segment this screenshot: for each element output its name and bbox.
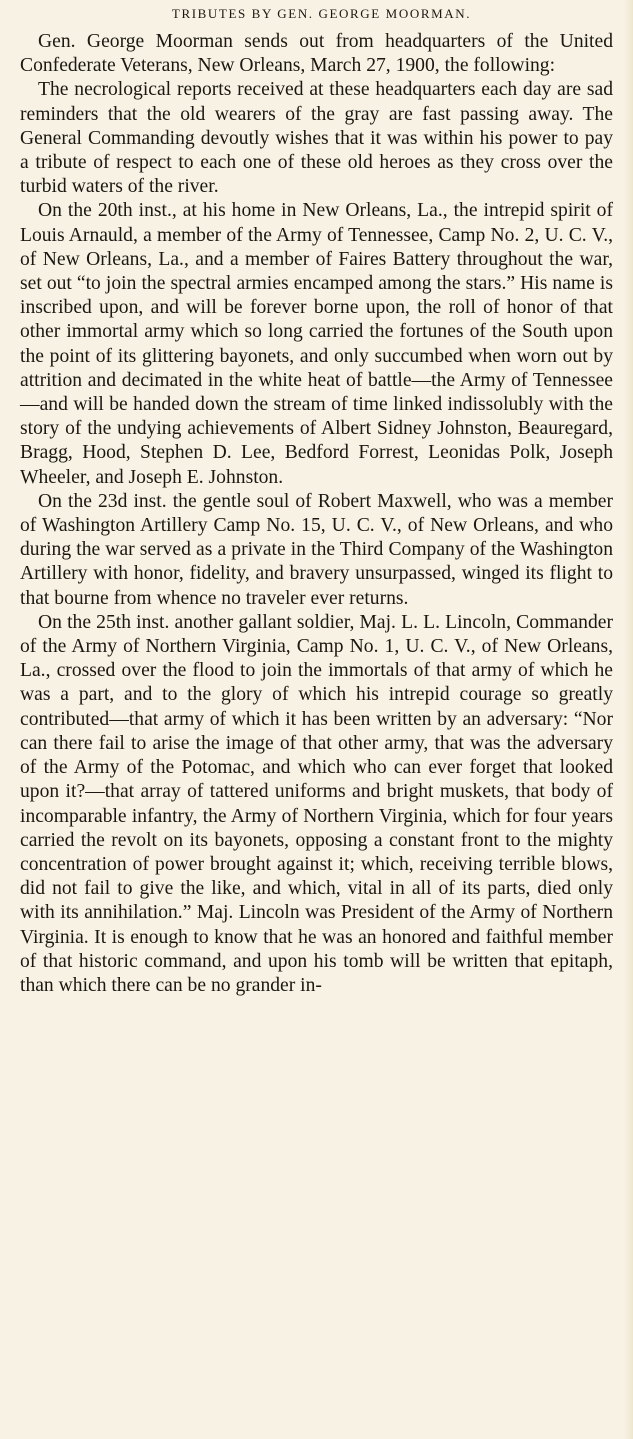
paragraph-maj-lincoln: On the 25th inst. another gallant soldier, Maj. L. L. Lincoln, Commander of the Army of Northern Virginia, Camp No. 1, U. C. V., of New Orleans, La., crossed over the flood to join the immortals of that army of which he was a part, and to the glory of which his intrepid courage so greatly contributed—that army of which it has been written by an adversary: “Nor can there fail to arise the image of that other army, that was the adversary of the Army of the Potomac, and which who can ever forget that looked upon it?—that array of tattered uniforms and bright muskets, that body of incomparable infantry, the Army of Northern Virginia, which for four years carried the revolt on its bayonets, opposing a constant front to the mighty concentration of power brought against it; which, receiving terrible blows, did not fail to give the like, and which, vital in all of its parts, died only with its annihilation.” Maj. Lincoln was President of the Army of Northern Virginia. It is enough to know that he was an honored and faithful member of that historic command, and upon his tomb will be written that epitaph, than which there can be no grander in-	[20, 611, 613, 996]
paragraph-necrological-reports: The necrological reports received at these headquarters each day are sad reminders that the old wearers of the gray are fast passing away. The General Commanding devoutly wishes that it was within his power to pay a tribute of respect to each one of these old heroes as they cross over the turbid waters of the river.	[20, 79, 613, 198]
page-edge-shadow	[624, 0, 633, 1439]
paragraph-louis-arnauld: On the 20th inst., at his home in New Orleans, La., the intrepid spirit of Louis Arnauld, a member of the Army of Tennessee, Camp No. 2, U. C. V., of New Orleans, La., and a member of Faires Battery throughout the war, set out “to join the spectral armies encamped among the stars.” His name is inscribed upon, and will be forever borne upon, the roll of honor of that other immortal army which so long carried the fortunes of the South upon the point of its glittering bayonets, and only succumbed when worn out by attrition and decimated in the white heat of battle—the Army of Tennessee—and will be handed down the stream of time linked indissolubly with the story of the undying achievements of Albert Sidney Johnston, Beauregard, Bragg, Hood, Stephen D. Lee, Bedford Forrest, Leonidas Polk, Joseph Wheeler, and Joseph E. Johnston.	[20, 200, 613, 488]
article-heading: TRIBUTES BY GEN. GEORGE MOORMAN.	[171, 6, 472, 21]
paragraph-intro: Gen. George Moorman sends out from headquarters of the United Confederate Veterans, New Orleans, March 27, 1900, the following:	[20, 31, 613, 77]
paragraph-robert-maxwell: On the 23d inst. the gentle soul of Robert Maxwell, who was a member of Washington Artillery Camp No. 15, U. C. V., of New Orleans, and who during the war served as a private in the Third Company of the Washington Artillery with honor, fidelity, and bravery unsurpassed, winged its flight to that bourne from whence no traveler ever returns.	[20, 490, 613, 609]
